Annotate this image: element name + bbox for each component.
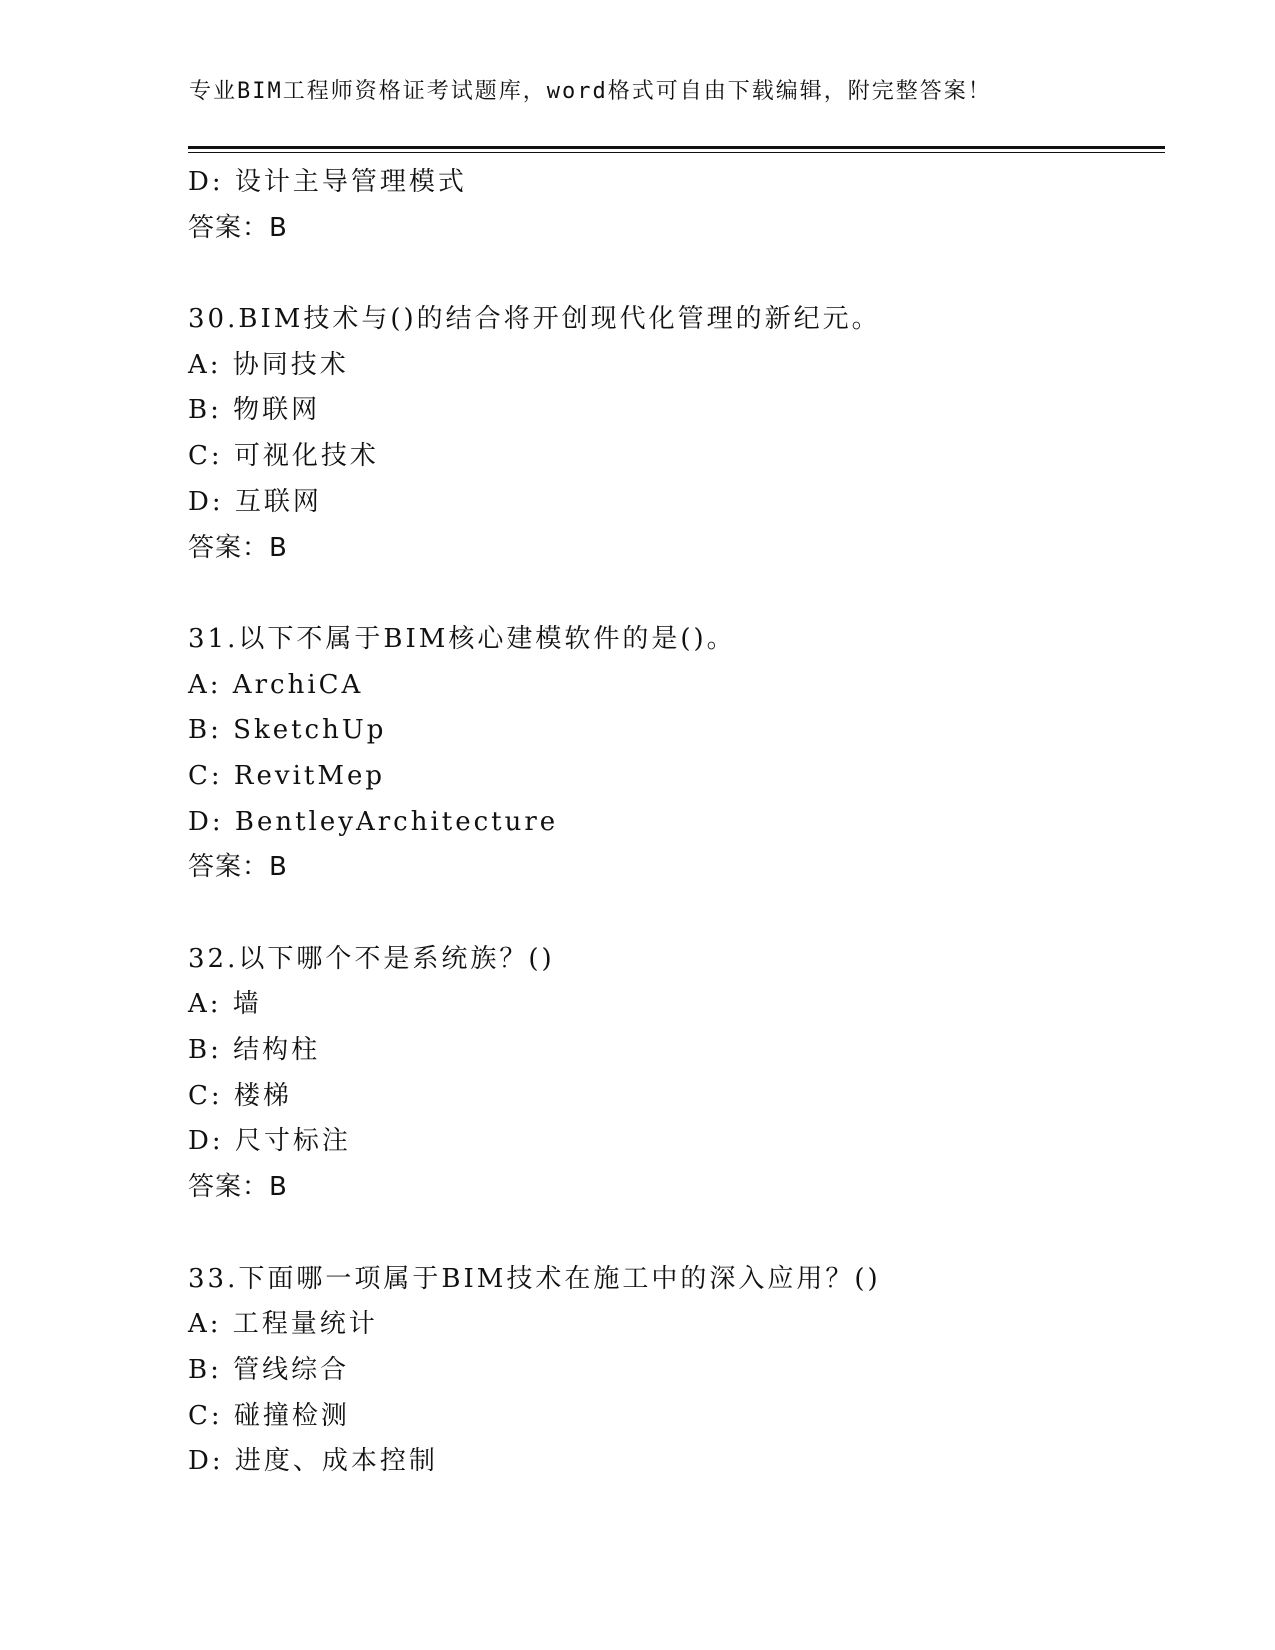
question-30: [188, 297, 1165, 571]
q29-option-d: D: 设计主导管理模式: [188, 167, 467, 197]
q30-option-b: B: 物联网: [188, 395, 321, 426]
page-header: 专业BIM工程师资格证考试题库，word格式可自由下载编辑，附完整答案！: [189, 79, 992, 104]
q32-stem: 32.以下哪个不是系统族？(): [188, 943, 555, 974]
q31-option-a: A: ArchiCA: [188, 669, 364, 700]
question-32: [188, 937, 1165, 1211]
q31-option-d: D: BentleyArchitecture: [188, 806, 559, 837]
q32-option-d: D: 尺寸标注: [188, 1126, 351, 1157]
question-list: [188, 160, 1165, 1485]
question-33: [188, 1257, 1165, 1485]
q33-option-b: B: 管线综合: [188, 1354, 350, 1385]
q32-option-a: A: 墙: [188, 989, 262, 1020]
q32-option-c: C: 楼梯: [188, 1080, 292, 1111]
q33-stem: 33.下面哪一项属于BIM技术在施工中的深入应用？(): [188, 1263, 881, 1294]
q30-stem: 30.BIM技术与()的结合将开创现代化管理的新纪元。: [188, 304, 881, 335]
q33-option-c: C: 碰撞检测: [188, 1400, 350, 1431]
header-rule-thin: [188, 152, 1165, 153]
question-spacer: [188, 1211, 1165, 1257]
question-spacer: [188, 251, 1165, 297]
q33-option-d: D: 进度、成本控制: [188, 1446, 438, 1477]
q30-answer: 答案：B: [188, 532, 288, 563]
question-31: [188, 617, 1165, 891]
question-spacer: [188, 891, 1165, 937]
q32-answer: 答案：B: [188, 1172, 288, 1203]
q30-option-a: A: 协同技术: [188, 349, 349, 380]
q31-answer: 答案：B: [188, 852, 288, 883]
q29-answer: 答案：B: [188, 212, 288, 243]
q31-option-c: C: RevitMep: [188, 760, 385, 791]
q33-option-a: A: 工程量统计: [188, 1309, 378, 1340]
q32-option-b: B: 结构柱: [188, 1035, 321, 1066]
q31-option-b: B: SketchUp: [188, 715, 387, 746]
header-rule-thick: [188, 146, 1165, 149]
question-spacer: [188, 571, 1165, 617]
q30-option-c: C: 可视化技术: [188, 441, 379, 472]
q30-option-d: D: 互联网: [188, 486, 322, 517]
q31-stem: 31.以下不属于BIM核心建模软件的是()。: [188, 623, 736, 654]
